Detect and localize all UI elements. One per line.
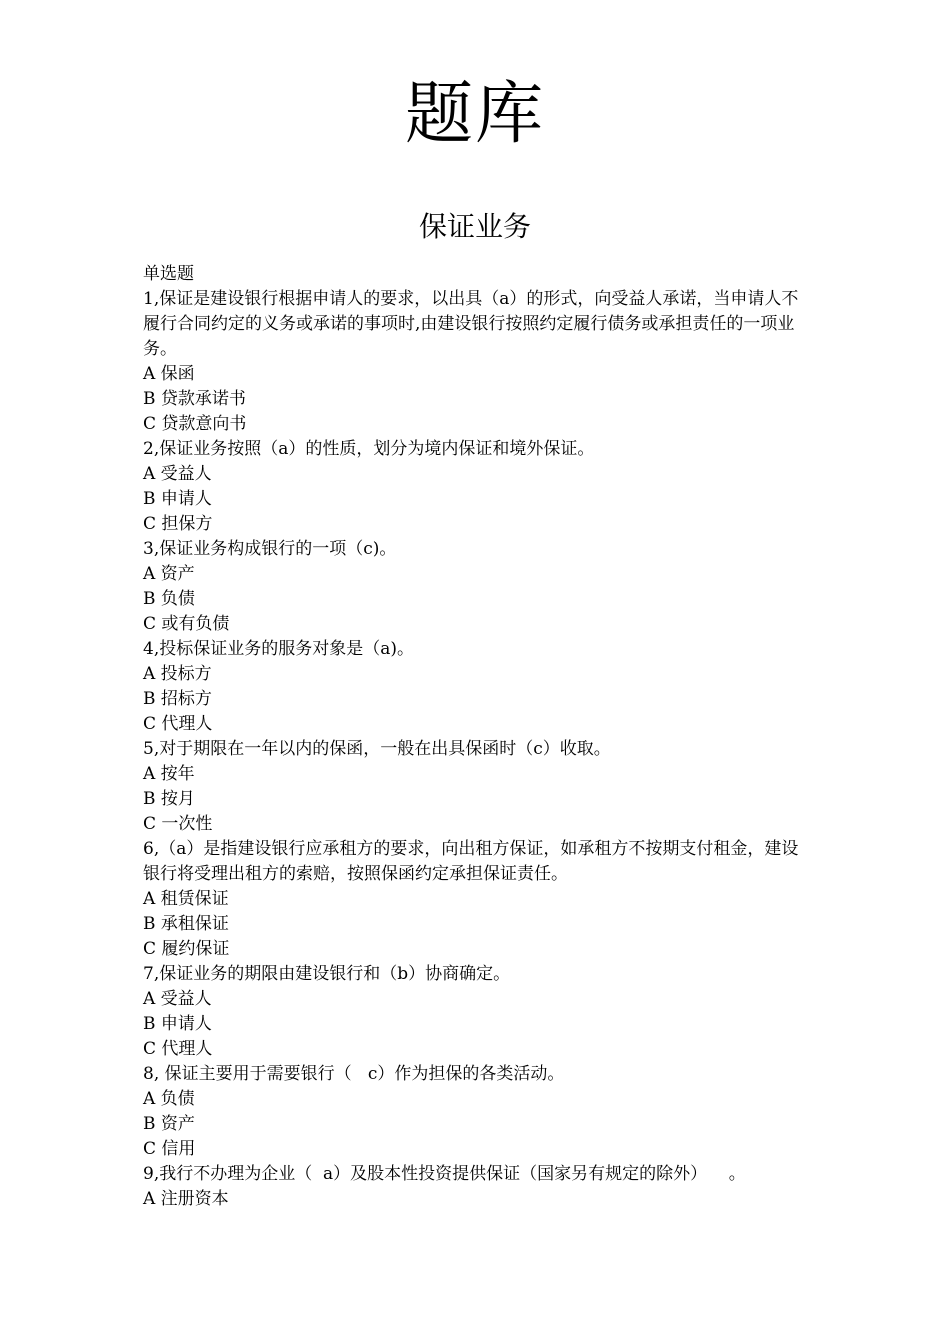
option-a: A 受益人 [143, 989, 212, 1009]
section-title: 保证业务 [418, 210, 531, 243]
option-c: C 代理人 [143, 1039, 213, 1059]
option-b: B 贷款承诺书 [143, 389, 246, 409]
question-text: 5,对于期限在一年以内的保函，一般在出具保函时（c）收取。 [143, 739, 611, 759]
question-text: 6,（a）是指建设银行应承租方的要求，向出租方保证，如承租方不按期支付租金，建设银行将受理出租方的索赔，按照保函约定承担保证责任。 [143, 839, 799, 884]
question-text: 4,投标保证业务的服务对象是（a)。 [143, 639, 414, 659]
option-b: B 资产 [143, 1114, 195, 1134]
question-text: 1,保证是建设银行根据申请人的要求，以出具（a）的形式，向受益人承诺，当申请人不履行合同约定的义务或承诺的事项时,由建设银行按照约定履行债务或承担责任的一项业务。 [143, 289, 799, 359]
option-a: A 受益人 [143, 464, 212, 484]
question-5 [143, 737, 813, 837]
option-c: C 担保方 [143, 514, 213, 534]
category-label: 单选题 [143, 264, 194, 284]
question-6 [143, 837, 813, 962]
question-text: 8, 保证主要用于需要银行（ c）作为担保的各类活动。 [143, 1064, 565, 1084]
question-text: 3,保证业务构成银行的一项（c)。 [143, 539, 397, 559]
page-title: 题库 [404, 75, 545, 154]
option-a: A 负债 [143, 1089, 195, 1109]
option-b: B 承租保证 [143, 914, 229, 934]
question-text: 9,我行不办理为企业（ a）及股本性投资提供保证（国家另有规定的除外） 。 [143, 1164, 746, 1184]
question-1 [143, 287, 813, 437]
option-c: C 一次性 [143, 814, 213, 834]
option-b: B 申请人 [143, 489, 212, 509]
question-4 [143, 637, 813, 737]
question-3 [143, 537, 813, 637]
question-7 [143, 962, 813, 1062]
question-8 [143, 1062, 813, 1162]
option-b: B 招标方 [143, 689, 212, 709]
option-b: B 负债 [143, 589, 195, 609]
option-a: A 资产 [143, 564, 195, 584]
option-a: A 保函 [143, 364, 195, 384]
question-text: 2,保证业务按照（a）的性质，划分为境内保证和境外保证。 [143, 439, 595, 459]
option-a: A 投标方 [143, 664, 212, 684]
option-c: C 贷款意向书 [143, 414, 247, 434]
option-c: C 信用 [143, 1139, 196, 1159]
option-c: C 代理人 [143, 714, 213, 734]
option-c: C 履约保证 [143, 939, 230, 959]
option-b: B 按月 [143, 789, 195, 809]
option-b: B 申请人 [143, 1014, 212, 1034]
question-text: 7,保证业务的期限由建设银行和（b）协商确定。 [143, 964, 511, 984]
option-a: A 注册资本 [143, 1189, 229, 1209]
question-list [143, 262, 813, 1212]
option-c: C 或有负债 [143, 614, 230, 634]
question-2 [143, 437, 813, 537]
option-a: A 按年 [143, 764, 195, 784]
option-a: A 租赁保证 [143, 889, 229, 909]
question-9 [143, 1162, 813, 1212]
